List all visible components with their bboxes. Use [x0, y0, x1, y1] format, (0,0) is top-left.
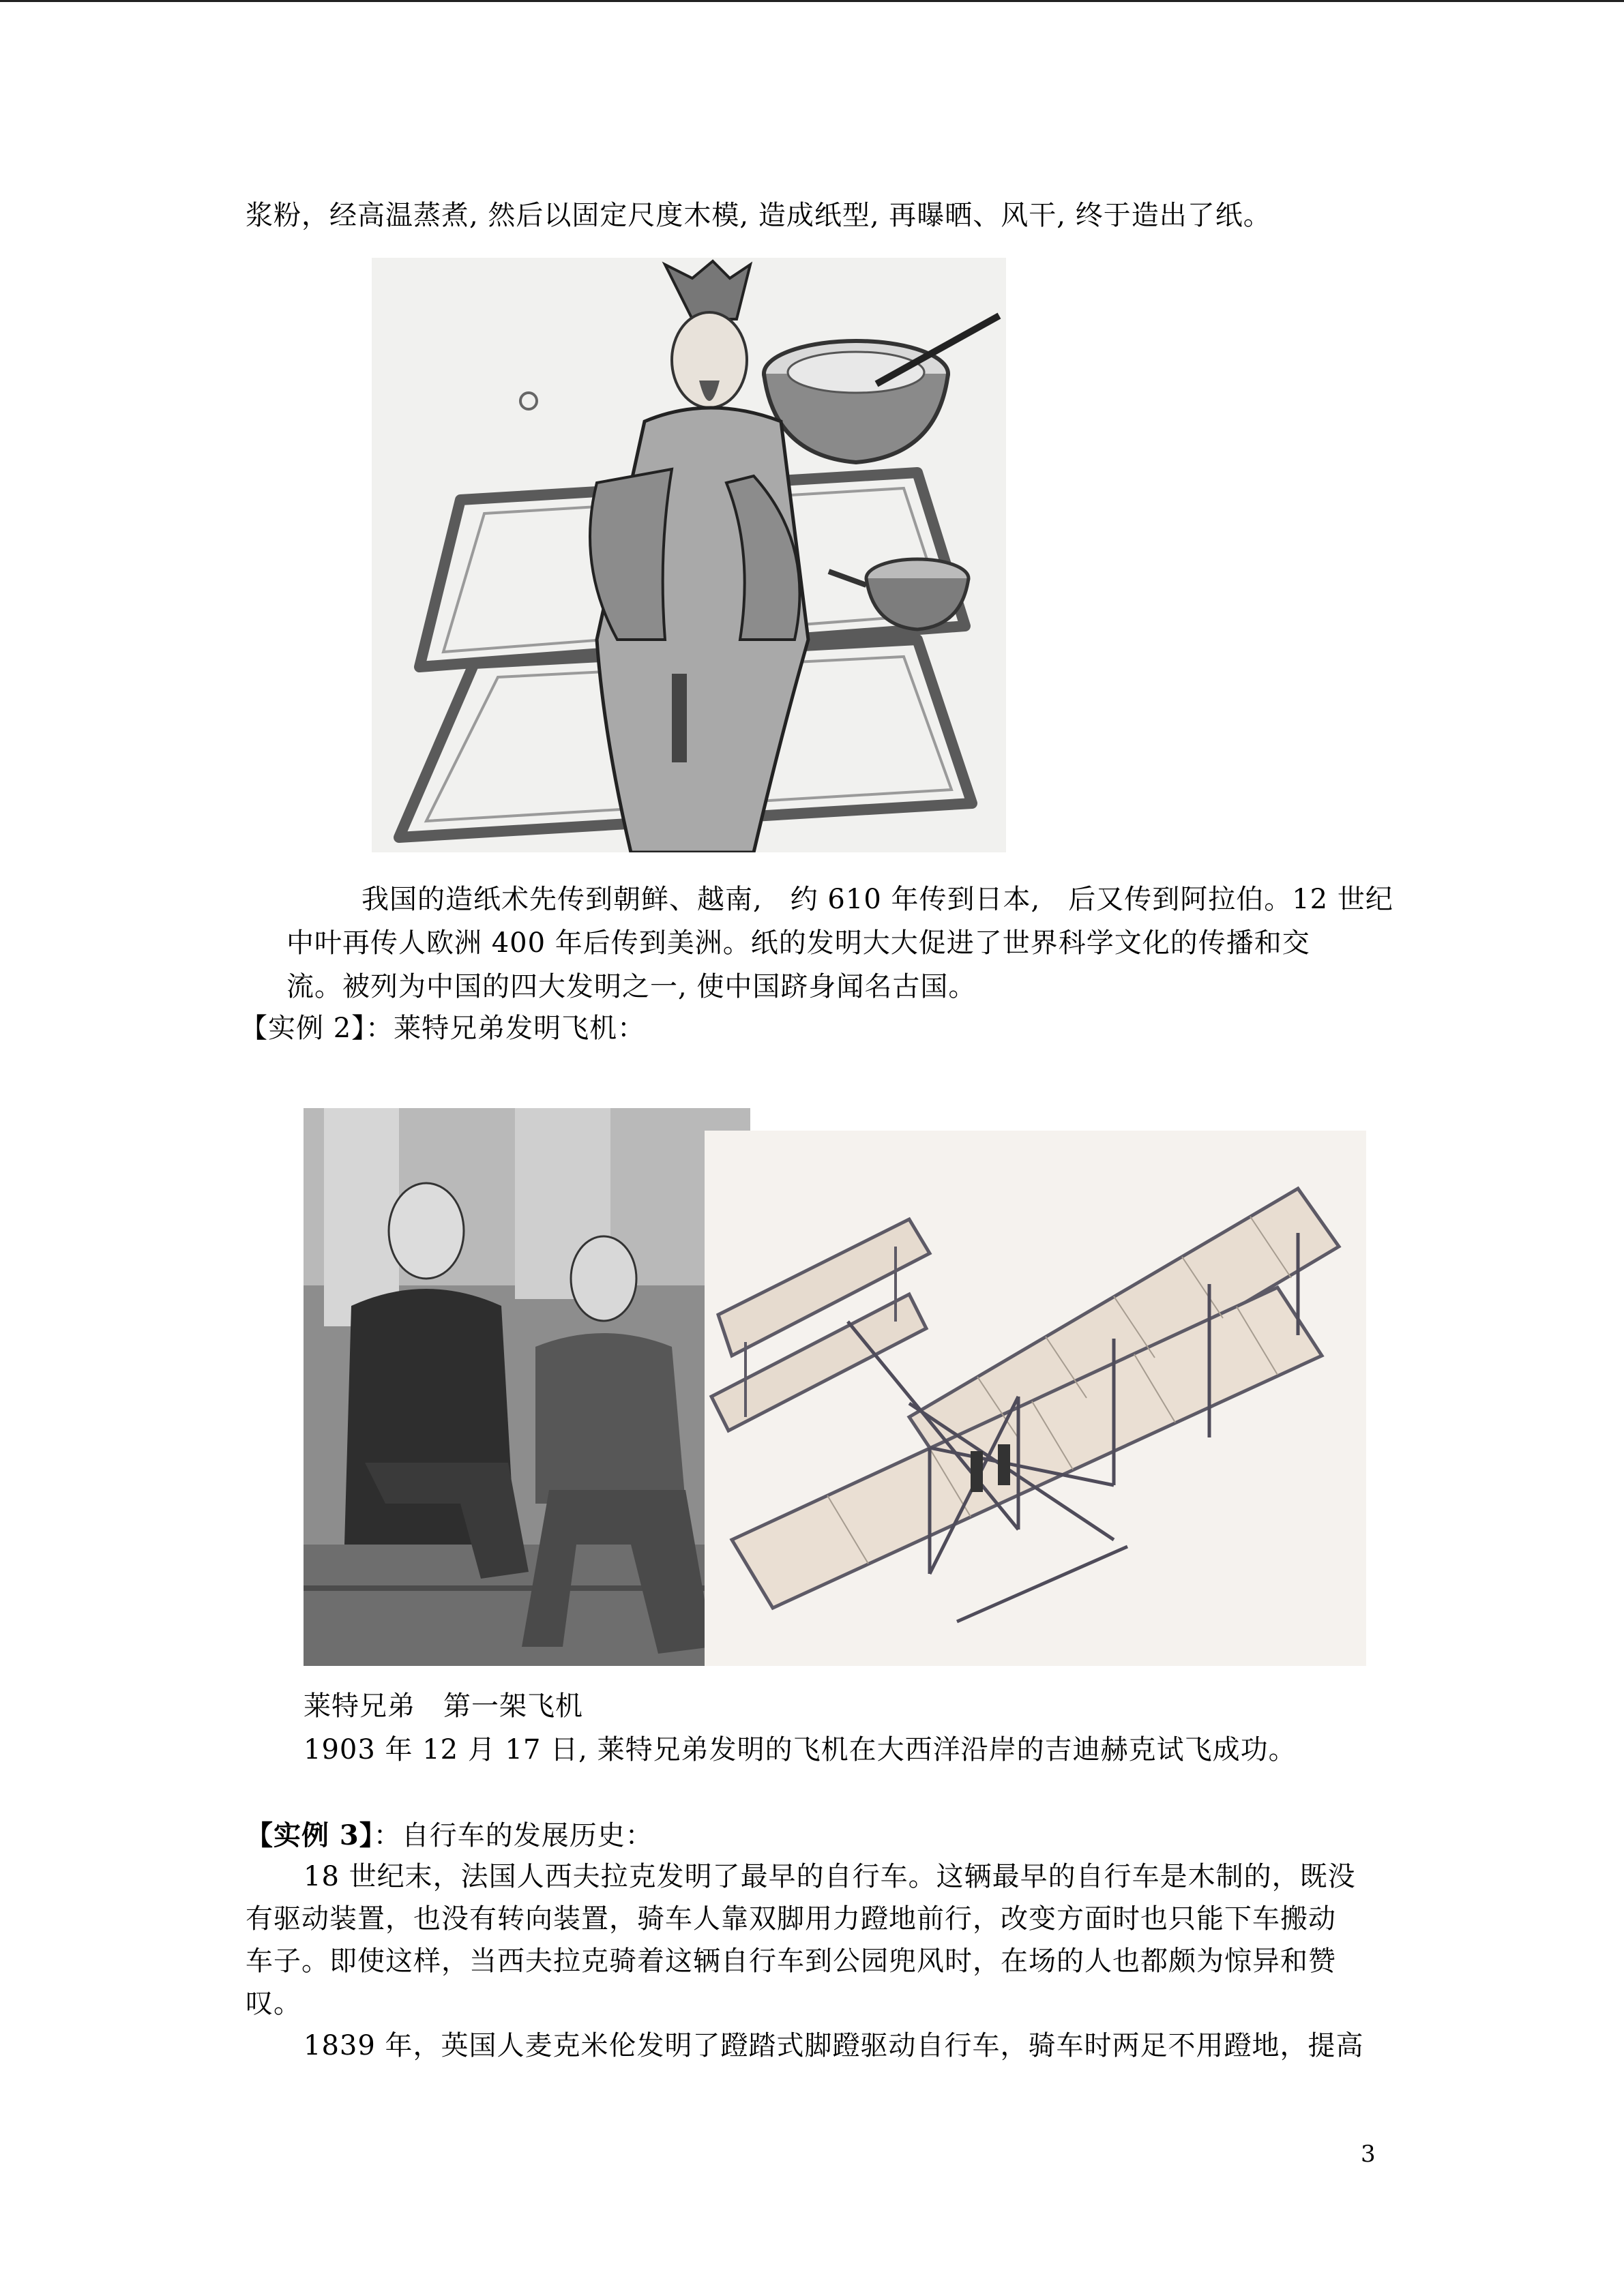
papermaking-illustration	[372, 258, 1006, 852]
example-2-heading	[240, 1009, 645, 1047]
example-2-heading-label: 【实例 2】	[240, 1013, 366, 1044]
paragraph-2-line-1: 我国的造纸术先传到朝鲜、越南, 约 610 年传到日本, 后又传到阿拉伯。12 世纪	[361, 884, 1393, 915]
example-2-heading-text: ：莱特兄弟发明飞机：	[366, 1013, 646, 1044]
example-3-p1-line-2: 有驱动装置，也没有转向装置，骑车人靠双脚用力蹬地前行，改变方面时也只能下车搬动	[246, 1903, 1336, 1935]
example-3-p1-line-3: 车子。即使这样，当西夫拉克骑着这辆自行车到公园兜风时，在场的人也都颇为惊异和赞	[246, 1945, 1336, 1977]
example-3-p2-line-1: 1839 年，英国人麦克米伦发明了蹬踏式脚蹬驱动自行车，骑车时两足不用蹬地，提高	[304, 2030, 1364, 2061]
paragraph-2-line-3: 流。被列为中国的四大发明之一, 使中国跻身闻名古国。	[286, 971, 977, 1002]
figure-caption: 莱特兄弟 第一架飞机	[304, 1690, 583, 1722]
page-number: 3	[1361, 2141, 1376, 2168]
example-3-heading-label: 【实例 3】	[246, 1819, 374, 1851]
example-3-p1-line-4: 叹。	[246, 1988, 301, 2019]
first-airplane-illustration	[705, 1131, 1366, 1666]
paragraph-2-line-2: 中叶再传人欧洲 400 年后传到美洲。纸的发明大大促进了世界科学文化的传播和交	[286, 927, 1310, 959]
wright-flight-sentence: 1903 年 12 月 17 日, 莱特兄弟发明的飞机在大西洋沿岸的吉迪赫克试飞成功。	[304, 1734, 1297, 1765]
example-3-heading	[246, 1817, 653, 1855]
example-3-heading-text: ：自行车的发展历史：	[373, 1820, 653, 1851]
top-border	[0, 0, 1624, 2]
wright-brothers-photo	[304, 1108, 750, 1666]
example-3-p1-line-1: 18 世纪末，法国人西夫拉克发明了最早的自行车。这辆最早的自行车是木制的，既没	[304, 1861, 1356, 1892]
paragraph-1-line-1: 浆粉，经高温蒸煮, 然后以固定尺度木模, 造成纸型, 再曝晒、风干, 终于造出了纸。	[246, 200, 1271, 231]
